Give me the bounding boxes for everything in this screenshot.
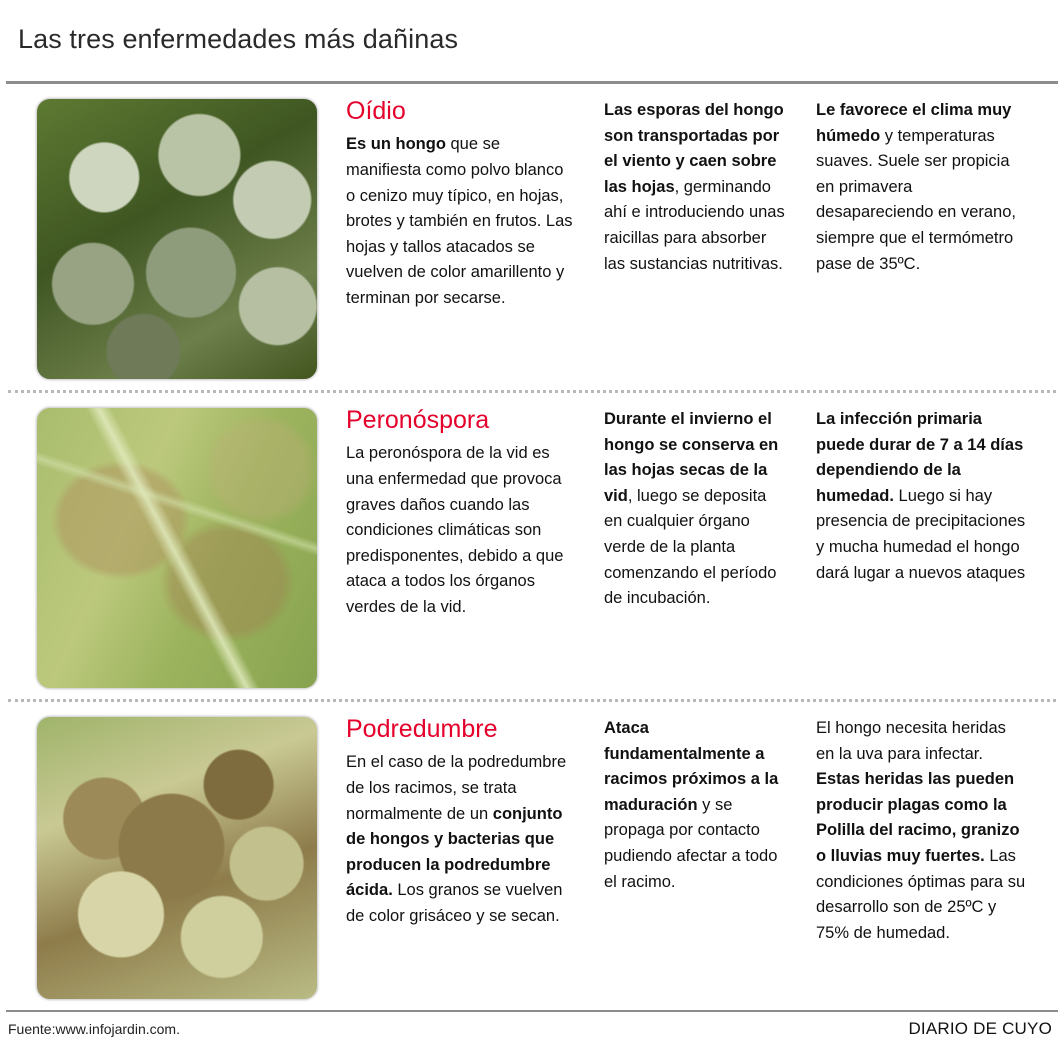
disease-column-description [346,98,574,311]
oidio-grapes-photo [36,98,318,380]
description-text: La peronóspora de la vid es una enfermedad que provoca graves daños cuando las condiciones climáticas son predisponentes, debido a que ataca a todos los órganos verdes de la vid. [346,444,564,616]
disease-column-transmission [604,716,789,895]
disease-title: Oídio [346,97,406,126]
source-label: Fuente:www.infojardin.com. [8,1021,180,1038]
conditions-text: La infección primaria puede durar de 7 a 14 días dependiendo de la humedad. Luego si hay presencia de precipitaciones y mucha humedad el hongo dará lugar a nuevos ataques [816,410,1026,582]
conditions-text: Le favorece el clima muy húmedo y temperaturas suaves. Suele ser propicia en primavera desapareciendo en verano, siempre que el termómetro pase de 35ºC. [816,101,1016,273]
disease-title: Podredumbre [346,715,498,744]
podredumbre-grapes-photo [36,716,318,1000]
disease-column-conditions [816,716,1026,946]
description-text: En el caso de la podredumbre de los racimos, se trata normalmente de un conjunto de hongos y bacterias que producen la podredumbre ácida. Los granos se vuelven de color grisáceo y se secan. [346,753,567,925]
disease-title: Peronóspora [346,406,490,435]
footer [0,1012,1064,1039]
peronospora-leaf-photo [36,407,318,689]
description-text: Es un hongo que se manifiesta como polvo blanco o cenizo muy típico, en hojas, brotes y también en frutos. Las hojas y tallos atacados se vuelven de color amarillento y terminan por secarse. [346,135,573,307]
transmission-text: Las esporas del hongo son transportadas por el viento y caen sobre las hojas, germinando ahí e introduciendo unas raicillas para absorber las sustancias nutritivas. [604,101,785,273]
transmission-text: Ataca fundamentalmente a racimos próximos a la maduración y se propaga por contacto pudiendo afectar a todo el racimo. [604,719,779,891]
disease-column-transmission [604,407,789,612]
disease-column-conditions [816,407,1026,586]
disease-column-conditions [816,98,1026,277]
disease-row [6,393,1058,699]
infographic-page [0,18,1064,1039]
disease-row [6,702,1058,1010]
disease-column-transmission [604,98,789,277]
conditions-text: El hongo necesita heridas en la uva para infectar. Estas heridas las pueden producir plagas como la Polilla del racimo, granizo o lluvias muy fuertes. Las condiciones óptimas para su desarrollo son de 25ºC y 75% de humedad. [816,719,1026,942]
publisher-label: DIARIO DE CUYO [908,1019,1052,1039]
disease-row [6,84,1058,390]
page-title: Las tres enfermedades más dañinas [18,24,459,55]
disease-rows [0,84,1064,1010]
disease-column-description [346,716,574,929]
transmission-text: Durante el invierno el hongo se conserva en las hojas secas de la vid, luego se deposita en cualquier órgano verde de la planta comenzando el período de incubación. [604,410,779,608]
disease-column-description [346,407,574,620]
